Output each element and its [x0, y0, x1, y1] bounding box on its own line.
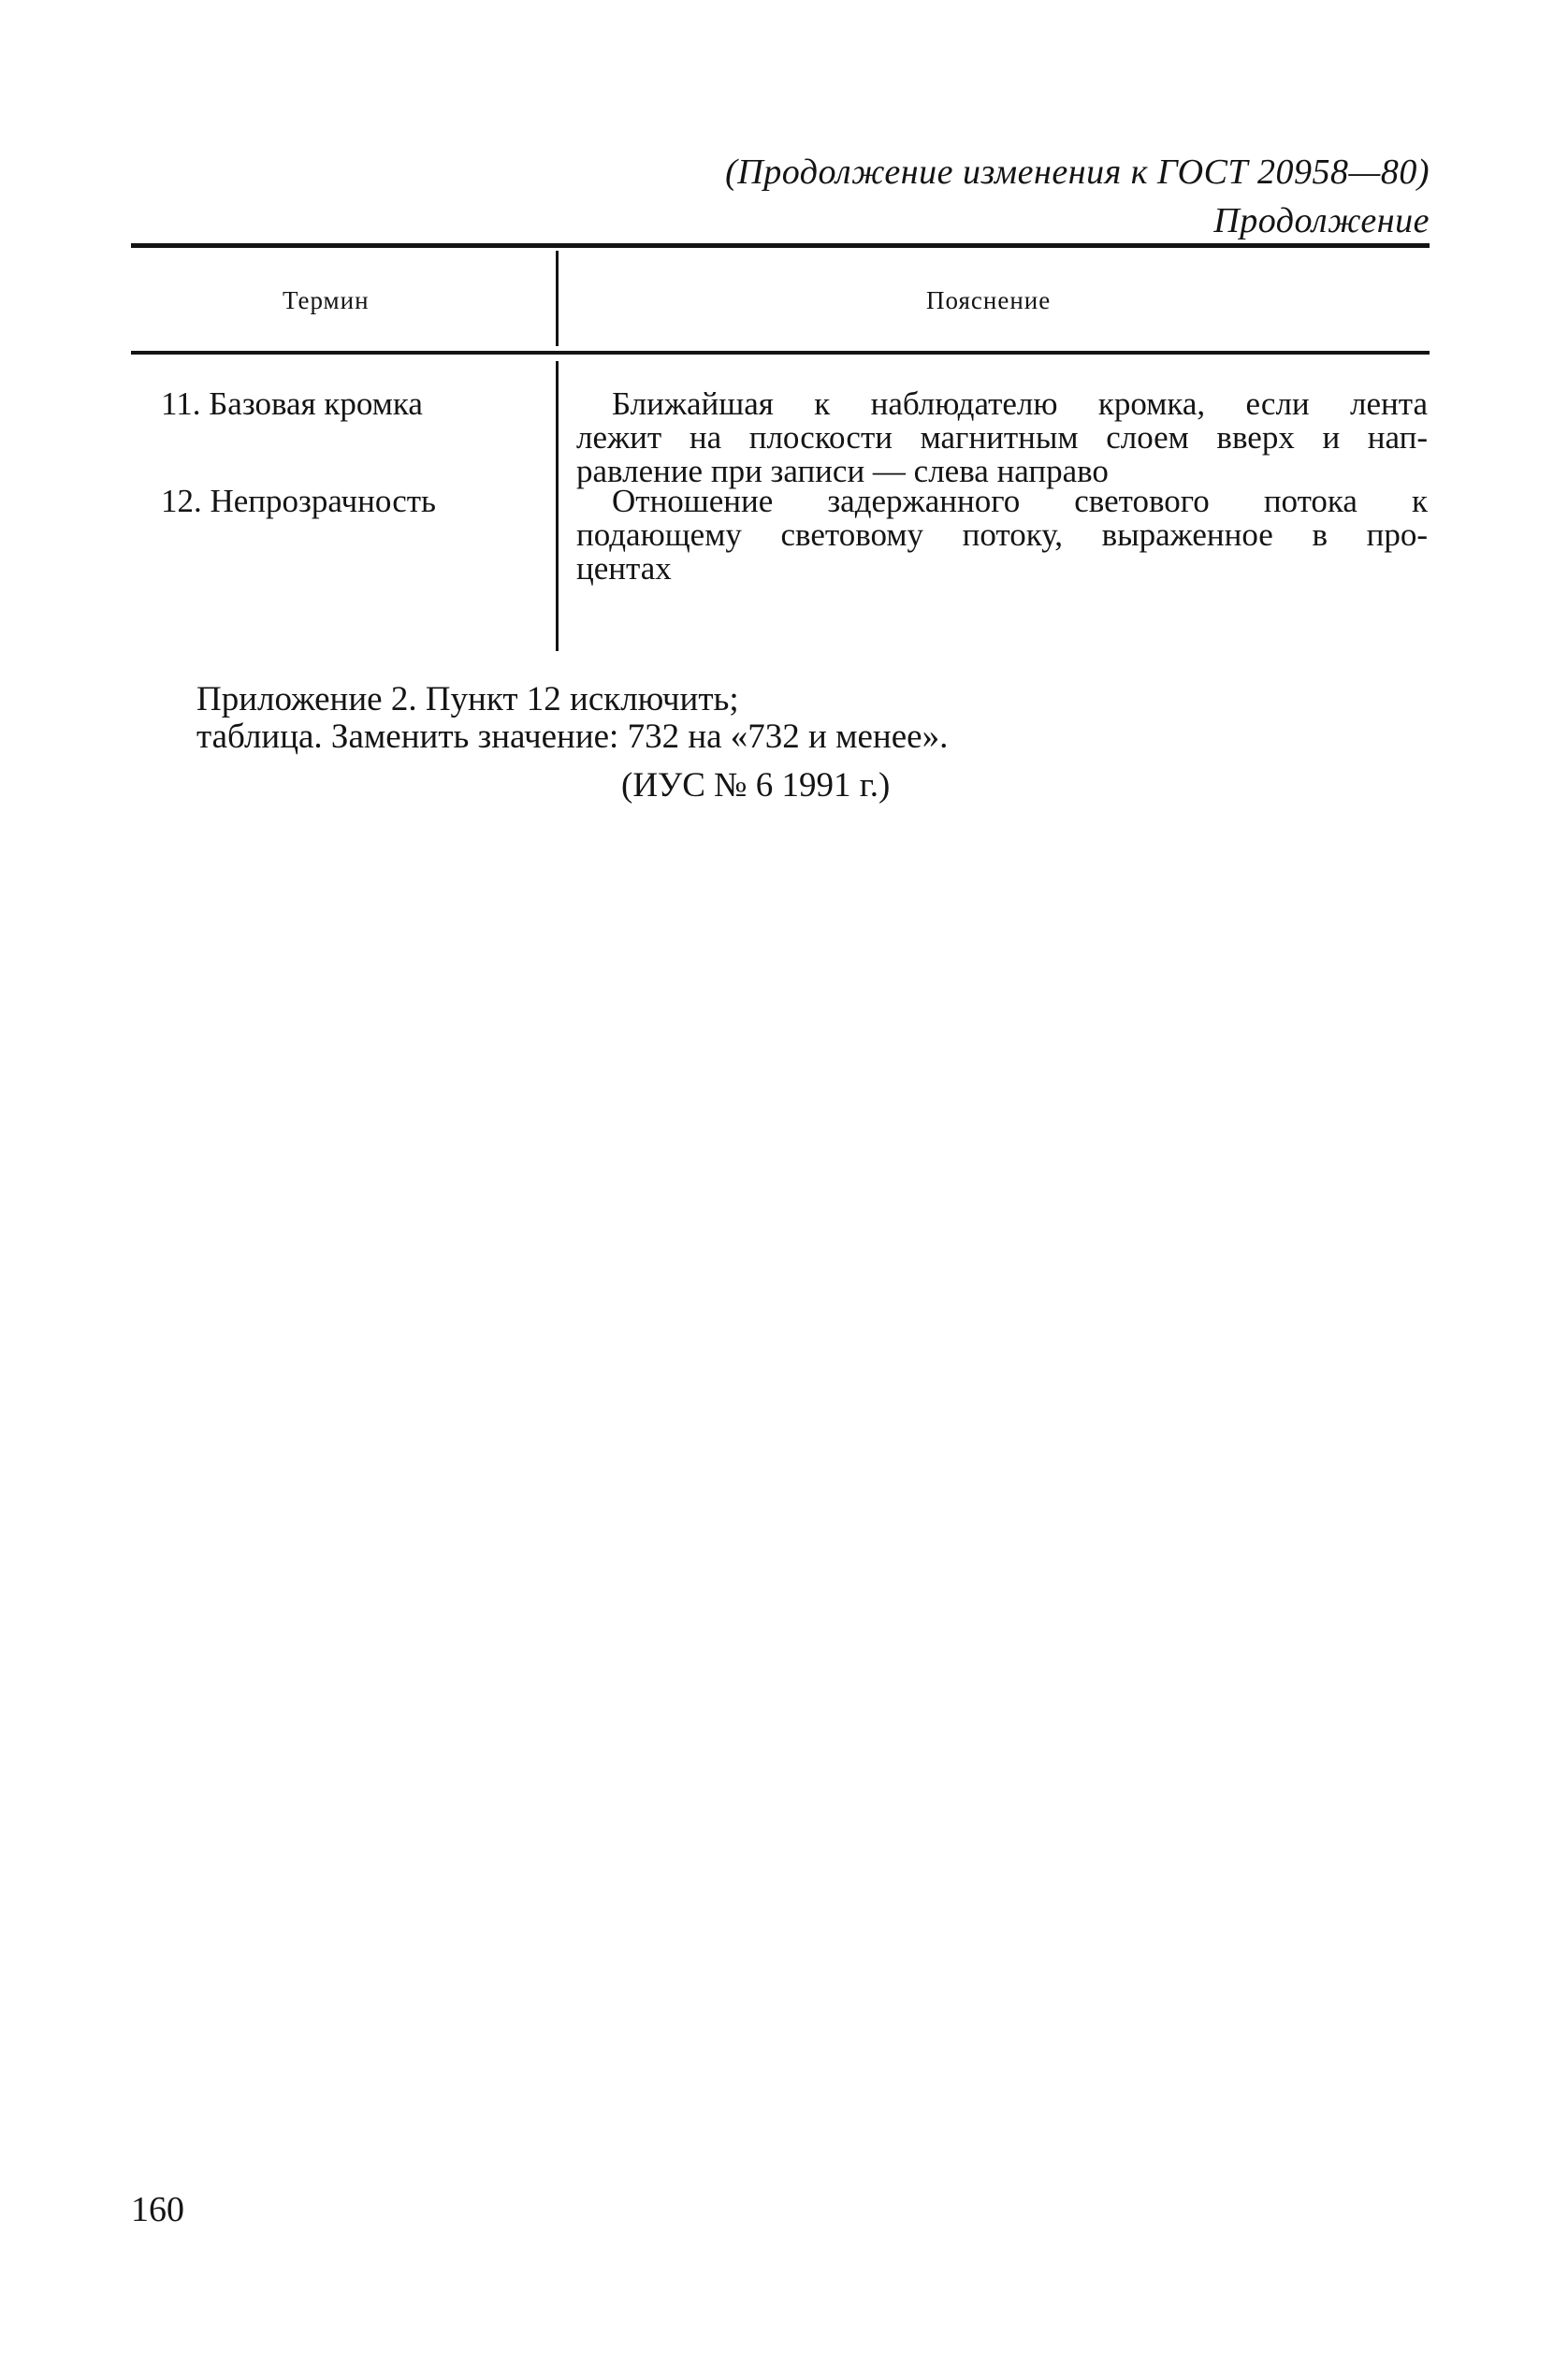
- explanation-line: лежит на плоскости магнитным слоем вверх и нап-: [576, 419, 1428, 456]
- column-header-term: Термин: [283, 286, 370, 314]
- explanation-line: центах: [576, 550, 672, 587]
- explanation-line: подающему световому потоку, выраженное в про-: [576, 516, 1428, 553]
- explanation-line: равление при записи — слева направо: [576, 453, 1109, 489]
- amendment-note: [196, 681, 948, 756]
- table-row-explanation: [576, 387, 1428, 488]
- continuation-label: Продолжение: [1213, 201, 1430, 240]
- running-head: (Продолжение изменения к ГОСТ 20958—80): [725, 152, 1430, 192]
- table-top-rule: [131, 243, 1430, 248]
- page-number: 160: [131, 2190, 184, 2229]
- table-header-divider: [556, 251, 559, 346]
- table-row-explanation: [576, 485, 1428, 586]
- table-row-term: 12. Непрозрачность: [161, 483, 436, 519]
- column-header-explanation: Пояснение: [926, 286, 1052, 314]
- explanation-line: Ближайшая к наблюдателю кромка, если лента: [612, 385, 1428, 422]
- table-header-rule: [131, 351, 1430, 355]
- source-reference: (ИУС № 6 1991 г.): [621, 766, 891, 805]
- explanation-line: Отношение задержанного светового потока к: [612, 483, 1428, 519]
- note-line: Приложение 2. Пункт 12 исключить;: [196, 680, 739, 718]
- table-body-divider: [556, 361, 559, 651]
- table-row-term: 11. Базовая кромка: [161, 385, 423, 422]
- note-line: таблица. Заменить значение: 732 на «732 и менее».: [196, 718, 949, 756]
